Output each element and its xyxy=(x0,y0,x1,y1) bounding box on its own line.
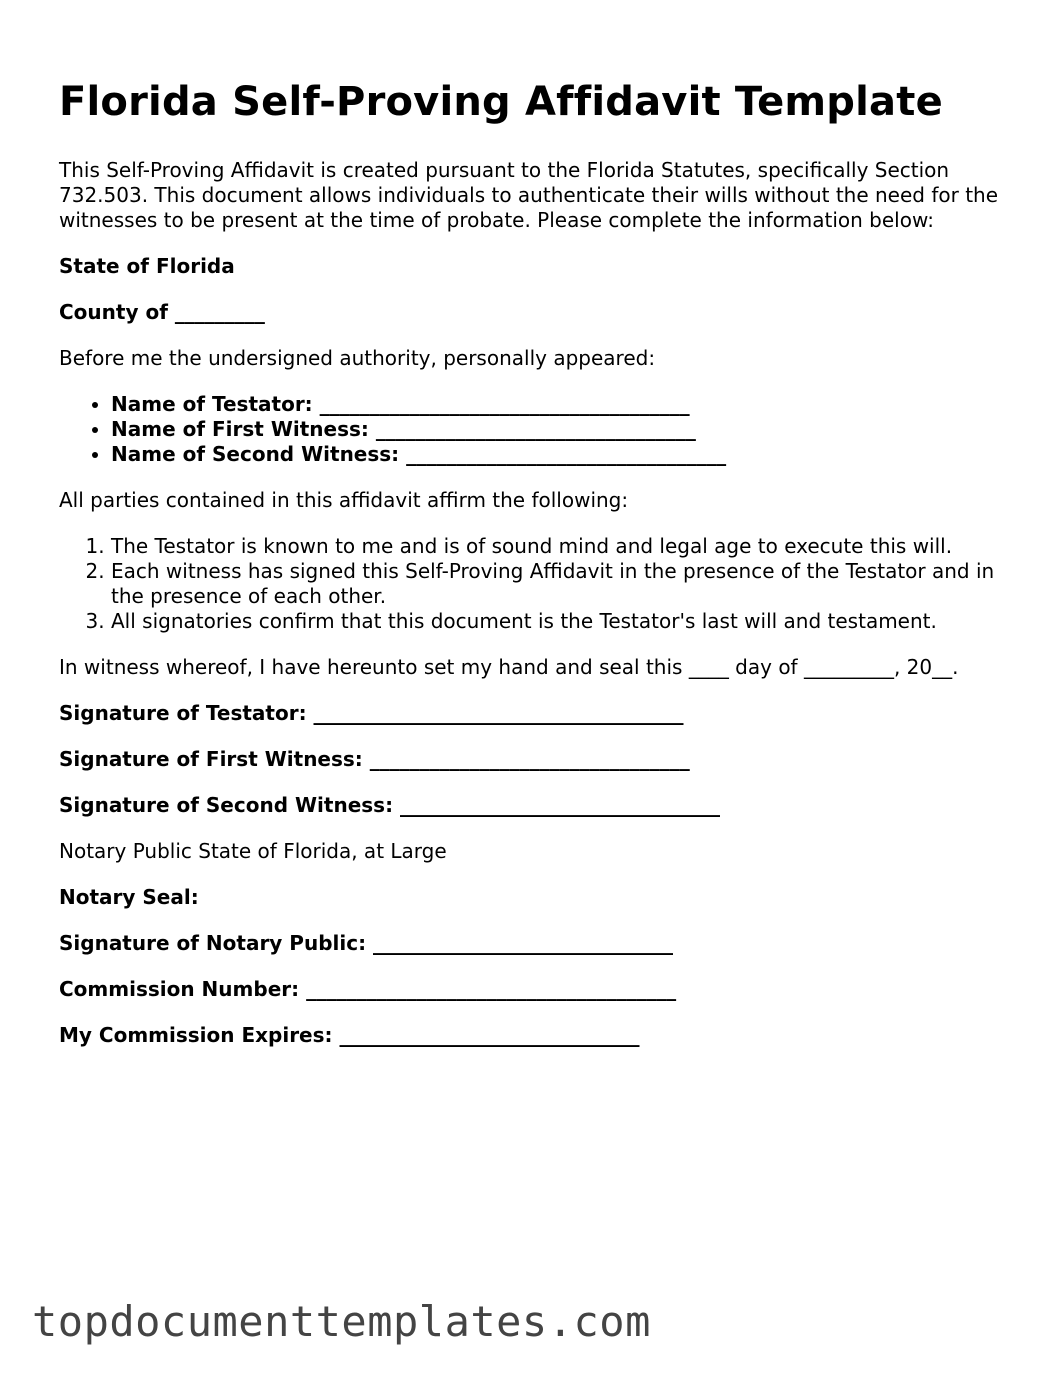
notary-seal-label: Notary Seal: xyxy=(59,885,199,909)
witness-whereof-line: In witness whereof, I have hereunto set my hand and seal this ____ day of _________, 20__. xyxy=(59,655,959,679)
first-witness-signature-field: Signature of First Witness: ________________________________ xyxy=(59,747,690,771)
document-title: Florida Self-Proving Affidavit Template xyxy=(59,79,943,125)
appeared-line: Before me the undersigned authority, personally appeared: xyxy=(59,346,656,370)
testator-name-field: • Name of Testator: _____________________________________ xyxy=(111,392,1019,417)
testator-signature-field: Signature of Testator: _____________________________________ xyxy=(59,701,684,725)
commission-expires-field: My Commission Expires: ______________________________ xyxy=(59,1023,640,1047)
statement-item: 3. All signatories confirm that this document is the Testator's last will and testament. xyxy=(111,609,1019,634)
commission-number-field: Commission Number: _____________________________________ xyxy=(59,977,677,1001)
watermark-text: topdocumenttemplates.com xyxy=(32,1297,651,1346)
affirm-line: All parties contained in this affidavit affirm the following: xyxy=(59,488,629,512)
county-line: County of _________ xyxy=(59,300,265,324)
second-witness-signature-field: Signature of Second Witness: ________________________________ xyxy=(59,793,721,817)
intro-paragraph: This Self-Proving Affidavit is created pursuant to the Florida Statutes, specifically Section 732.503. This document allows individuals to authenticate their wills without the need for the witnesses to be present at the time of probate. Please complete the information below: xyxy=(59,158,999,232)
notary-public-line: Notary Public State of Florida, at Large xyxy=(59,839,447,863)
document-page xyxy=(59,0,1019,1048)
state-line: State of Florida xyxy=(59,254,235,278)
notary-signature-field: Signature of Notary Public: ______________________________ xyxy=(59,931,674,955)
statement-item: 1. The Testator is known to me and is of sound mind and legal age to execute this will. xyxy=(111,534,1019,559)
statements-list xyxy=(59,534,1019,634)
second-witness-name-field: • Name of Second Witness: ________________________________ xyxy=(111,442,1019,467)
statement-item: 2. Each witness has signed this Self-Proving Affidavit in the presence of the Testator and in the presence of each other. xyxy=(111,559,1019,609)
names-list xyxy=(59,392,1019,467)
first-witness-name-field: • Name of First Witness: ________________________________ xyxy=(111,417,1019,442)
